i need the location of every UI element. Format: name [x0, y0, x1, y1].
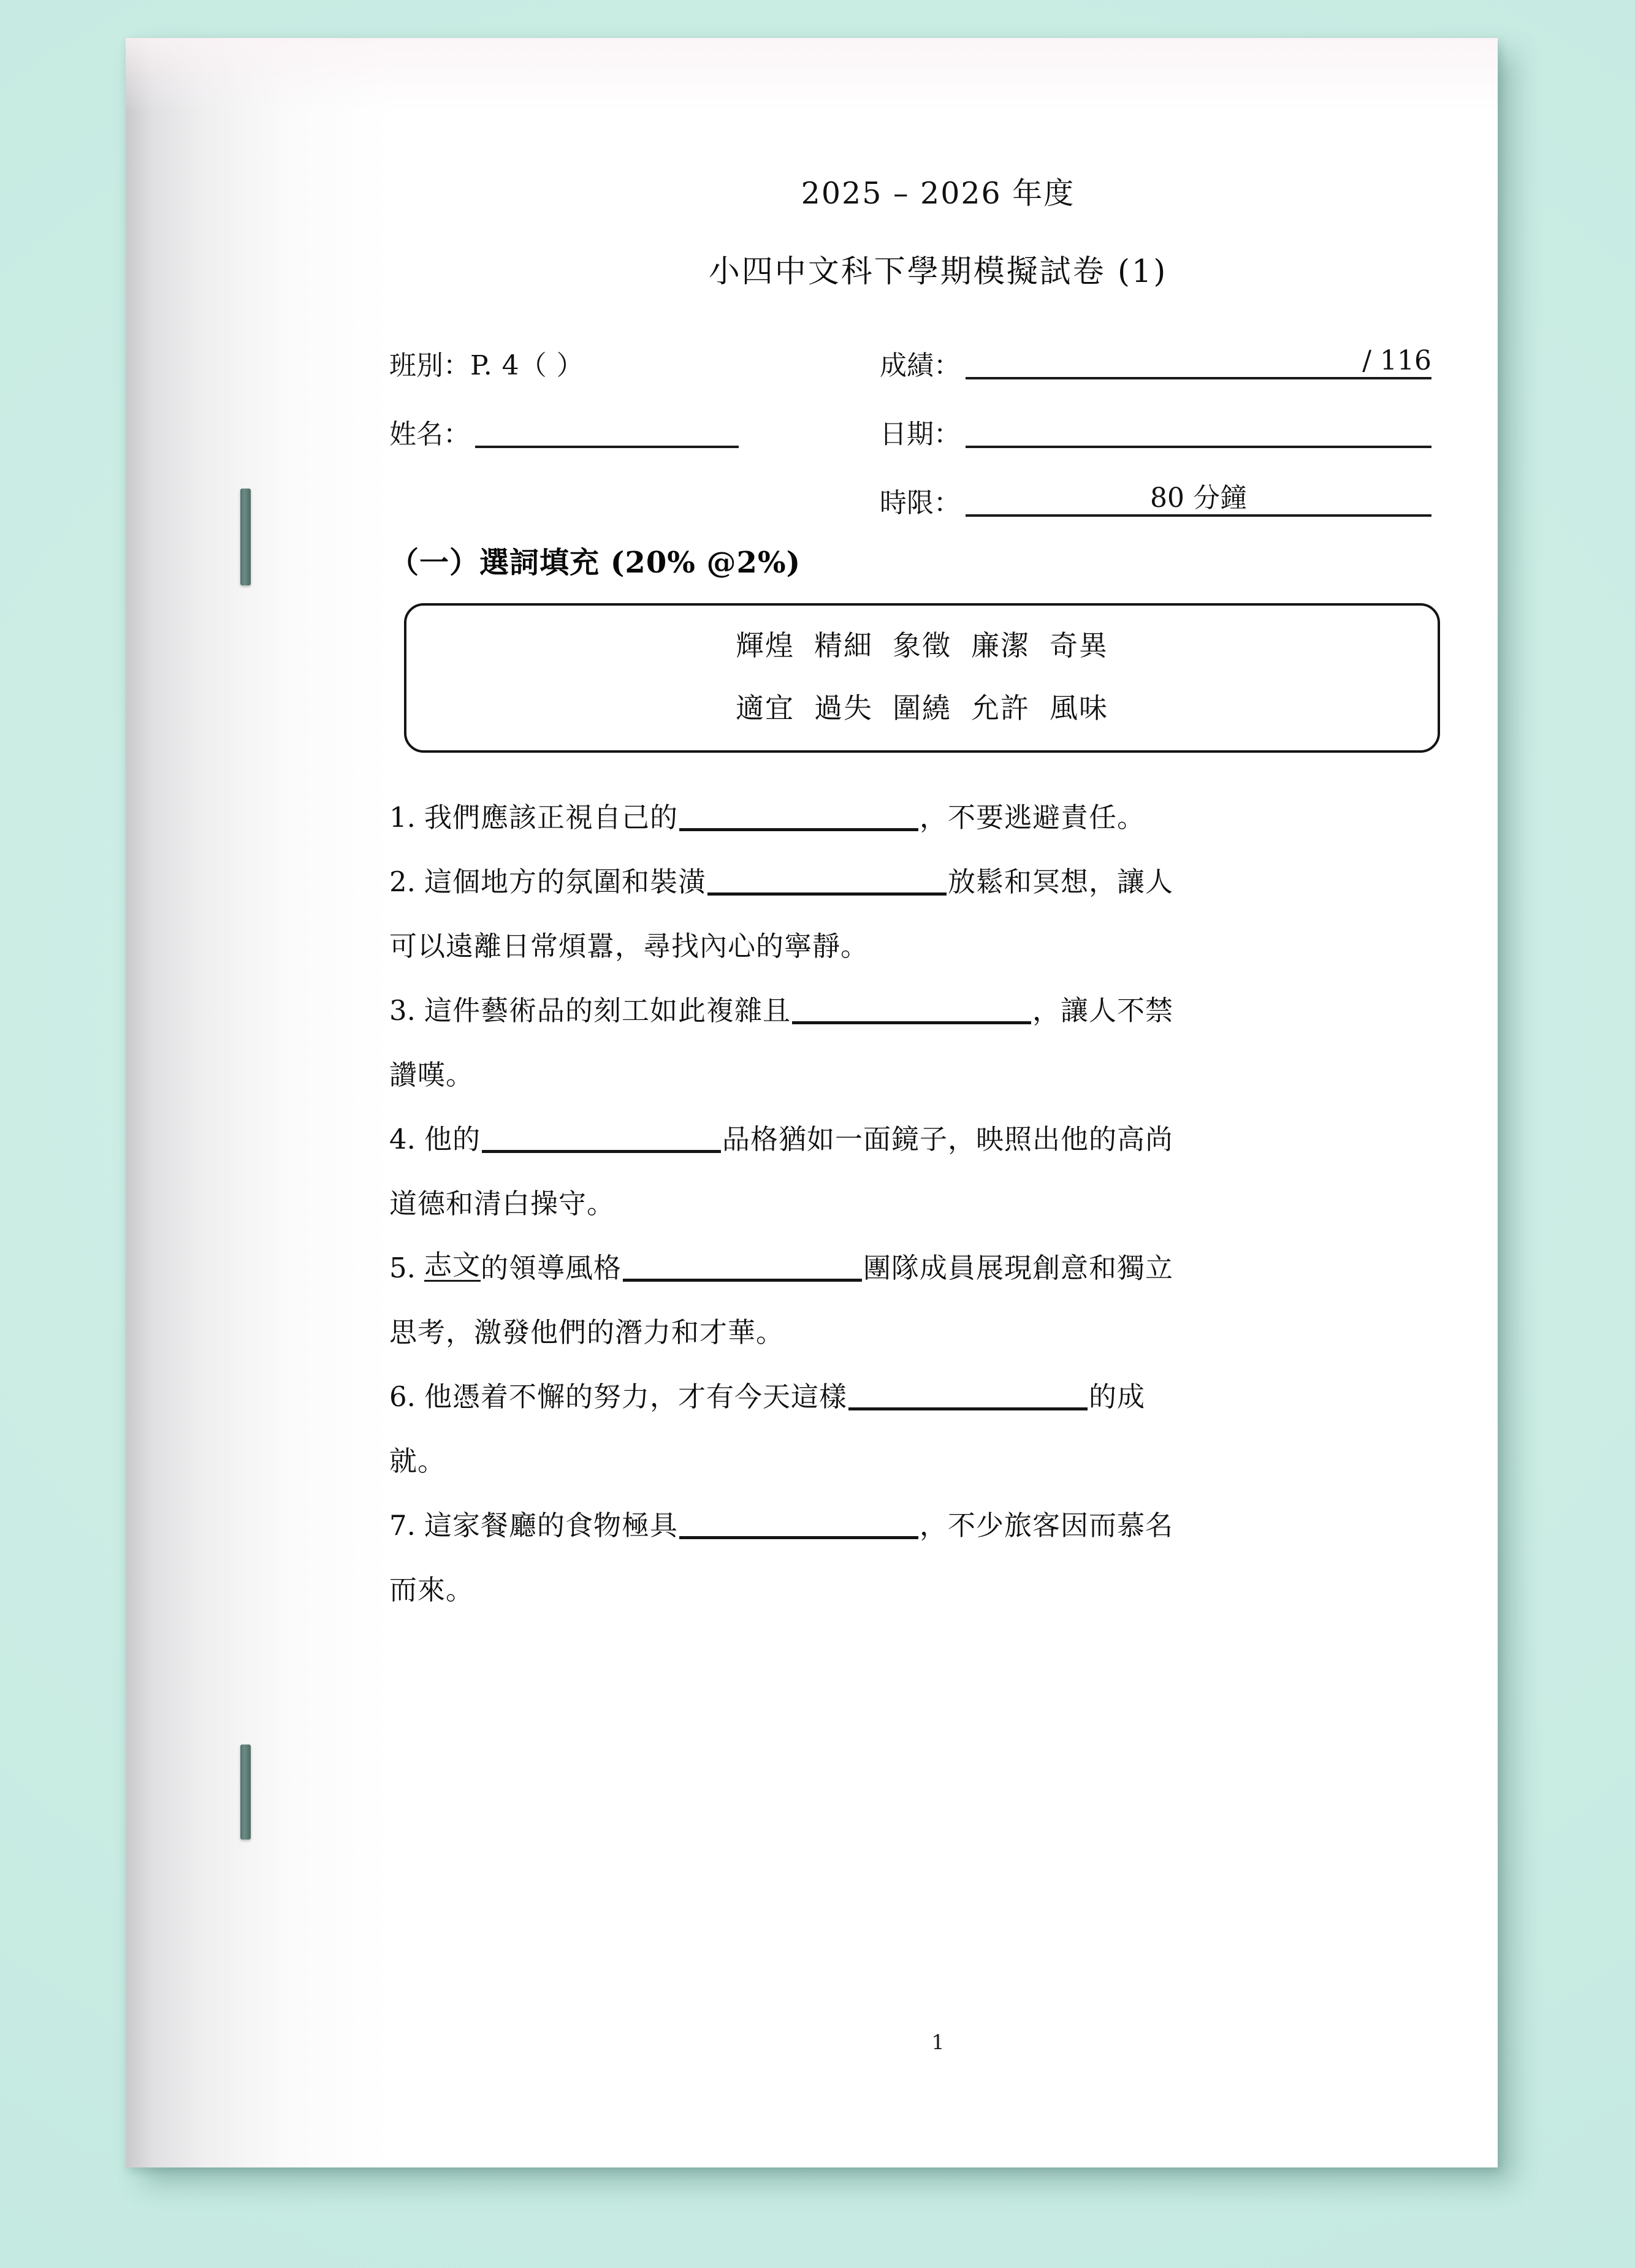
answer-blank[interactable] — [679, 800, 918, 831]
question-text: 思考，激發他們的潛力和才華。 — [389, 1316, 785, 1349]
class-field-label: 班別： — [389, 350, 470, 381]
question-number: 4. — [389, 1123, 416, 1155]
question-text: 放鬆和冥想，讓人 — [947, 866, 1173, 898]
question-line — [389, 1504, 1487, 1542]
word-bank-word: 奇異 — [1050, 629, 1108, 662]
question-number: 3. — [389, 994, 416, 1027]
answer-blank[interactable] — [482, 1122, 721, 1153]
document-title-main: 小四中文科下學期模擬試卷 (1) — [708, 254, 1168, 290]
question-text: 他的 — [424, 1123, 481, 1155]
question-line — [389, 1246, 1487, 1282]
question-text: ，讓人不禁 — [1032, 994, 1173, 1027]
question-continuation-line — [389, 924, 1487, 960]
word-bank-word: 精細 — [814, 629, 873, 662]
word-bank-word: 廉潔 — [971, 629, 1030, 662]
word-bank-word: 象徵 — [893, 629, 951, 662]
question-continuation-line — [389, 1568, 1487, 1604]
word-bank-word: 過失 — [814, 691, 873, 725]
word-bank-row-1 — [406, 631, 1438, 660]
word-bank-word: 允許 — [971, 691, 1030, 725]
score-field-label: 成績： — [880, 350, 961, 381]
question-continuation-line — [389, 1439, 1487, 1475]
proper-name-underlined: 志文 — [424, 1249, 481, 1281]
class-field — [389, 341, 855, 379]
question-text: 可以遠離日常煩囂，尋找內心的寧靜。 — [389, 930, 869, 962]
question-line — [389, 1375, 1487, 1413]
date-field-label: 日期： — [880, 419, 961, 450]
time-limit-rule — [966, 482, 1431, 517]
question-text: ，不要逃避責任。 — [919, 801, 1145, 834]
question-text: 這家餐廳的食物極具 — [424, 1509, 678, 1542]
question-continuation-line — [389, 1053, 1487, 1089]
answer-blank[interactable] — [848, 1379, 1088, 1410]
time-limit-label: 時限： — [880, 487, 961, 519]
score-field — [880, 341, 1431, 379]
score-total-value: / 116 — [1362, 345, 1431, 376]
header-fields-left — [389, 341, 855, 479]
question-text: 團隊成員展現創意和獨立 — [863, 1252, 1173, 1284]
question-continuation-line — [389, 1182, 1487, 1220]
name-field — [389, 410, 855, 448]
date-field-input[interactable] — [966, 414, 1431, 448]
question-list — [389, 796, 1487, 1604]
time-limit-field — [880, 479, 1431, 517]
name-field-input[interactable] — [475, 414, 739, 448]
answer-blank[interactable] — [792, 993, 1031, 1024]
exam-paper-sheet — [126, 38, 1498, 2167]
question-number: 7. — [389, 1509, 416, 1542]
question-line — [389, 1117, 1487, 1153]
answer-blank[interactable] — [679, 1508, 918, 1539]
answer-blank[interactable] — [623, 1250, 862, 1282]
binder-clip-top-icon — [240, 489, 251, 585]
question-text: 而來。 — [389, 1574, 474, 1606]
header-fields-right — [880, 341, 1431, 547]
word-bank-row-2 — [406, 691, 1438, 725]
question-number: 6. — [389, 1380, 416, 1413]
question-continuation-line — [389, 1311, 1487, 1349]
question-text: ，不少旅客因而慕名 — [919, 1509, 1173, 1542]
question-number: 1. — [389, 801, 416, 834]
page-number: 1 — [931, 2030, 945, 2054]
question-text: 品格猶如一面鏡子，映照出他的高尚 — [722, 1123, 1173, 1155]
word-bank-word: 圍繞 — [893, 691, 951, 725]
question-text: 的成 — [1088, 1380, 1145, 1413]
class-field-value[interactable]: P. 4（ ） — [470, 350, 584, 381]
word-bank-word: 適宜 — [736, 691, 795, 725]
header-fields — [389, 341, 1487, 519]
word-bank-word: 輝煌 — [736, 629, 795, 662]
answer-blank[interactable] — [707, 864, 947, 896]
question-text: 我們應該正視自己的 — [424, 801, 678, 834]
page-content — [389, 38, 1487, 2167]
document-title-year: 2025 – 2026 年度 — [801, 176, 1075, 211]
question-text: 這件藝術品的刻工如此複雜且 — [424, 994, 791, 1027]
question-number: 2. — [389, 866, 416, 898]
section-heading-one: （一）選詞填充 (20% @2%) — [389, 546, 801, 580]
question-line — [389, 860, 1487, 896]
question-line — [389, 989, 1487, 1027]
question-text: 道德和清白操守。 — [389, 1187, 616, 1220]
date-field — [880, 410, 1431, 448]
question-text: 的領導風格 — [480, 1252, 622, 1284]
binder-clip-bottom-icon — [240, 1745, 251, 1840]
question-number: 5. — [389, 1252, 416, 1284]
word-bank-word: 風味 — [1050, 691, 1108, 725]
question-line — [389, 796, 1487, 834]
question-text: 就。 — [389, 1445, 446, 1477]
word-bank-box — [404, 603, 1440, 753]
question-text: 這個地方的氛圍和裝潢 — [424, 866, 706, 898]
question-text: 讚嘆。 — [389, 1059, 474, 1091]
question-text: 他憑着不懈的努力，才有今天這樣 — [424, 1380, 847, 1413]
score-field-input[interactable] — [966, 345, 1431, 379]
name-field-label: 姓名： — [389, 419, 470, 450]
time-limit-value: 80 分鐘 — [1150, 482, 1247, 514]
